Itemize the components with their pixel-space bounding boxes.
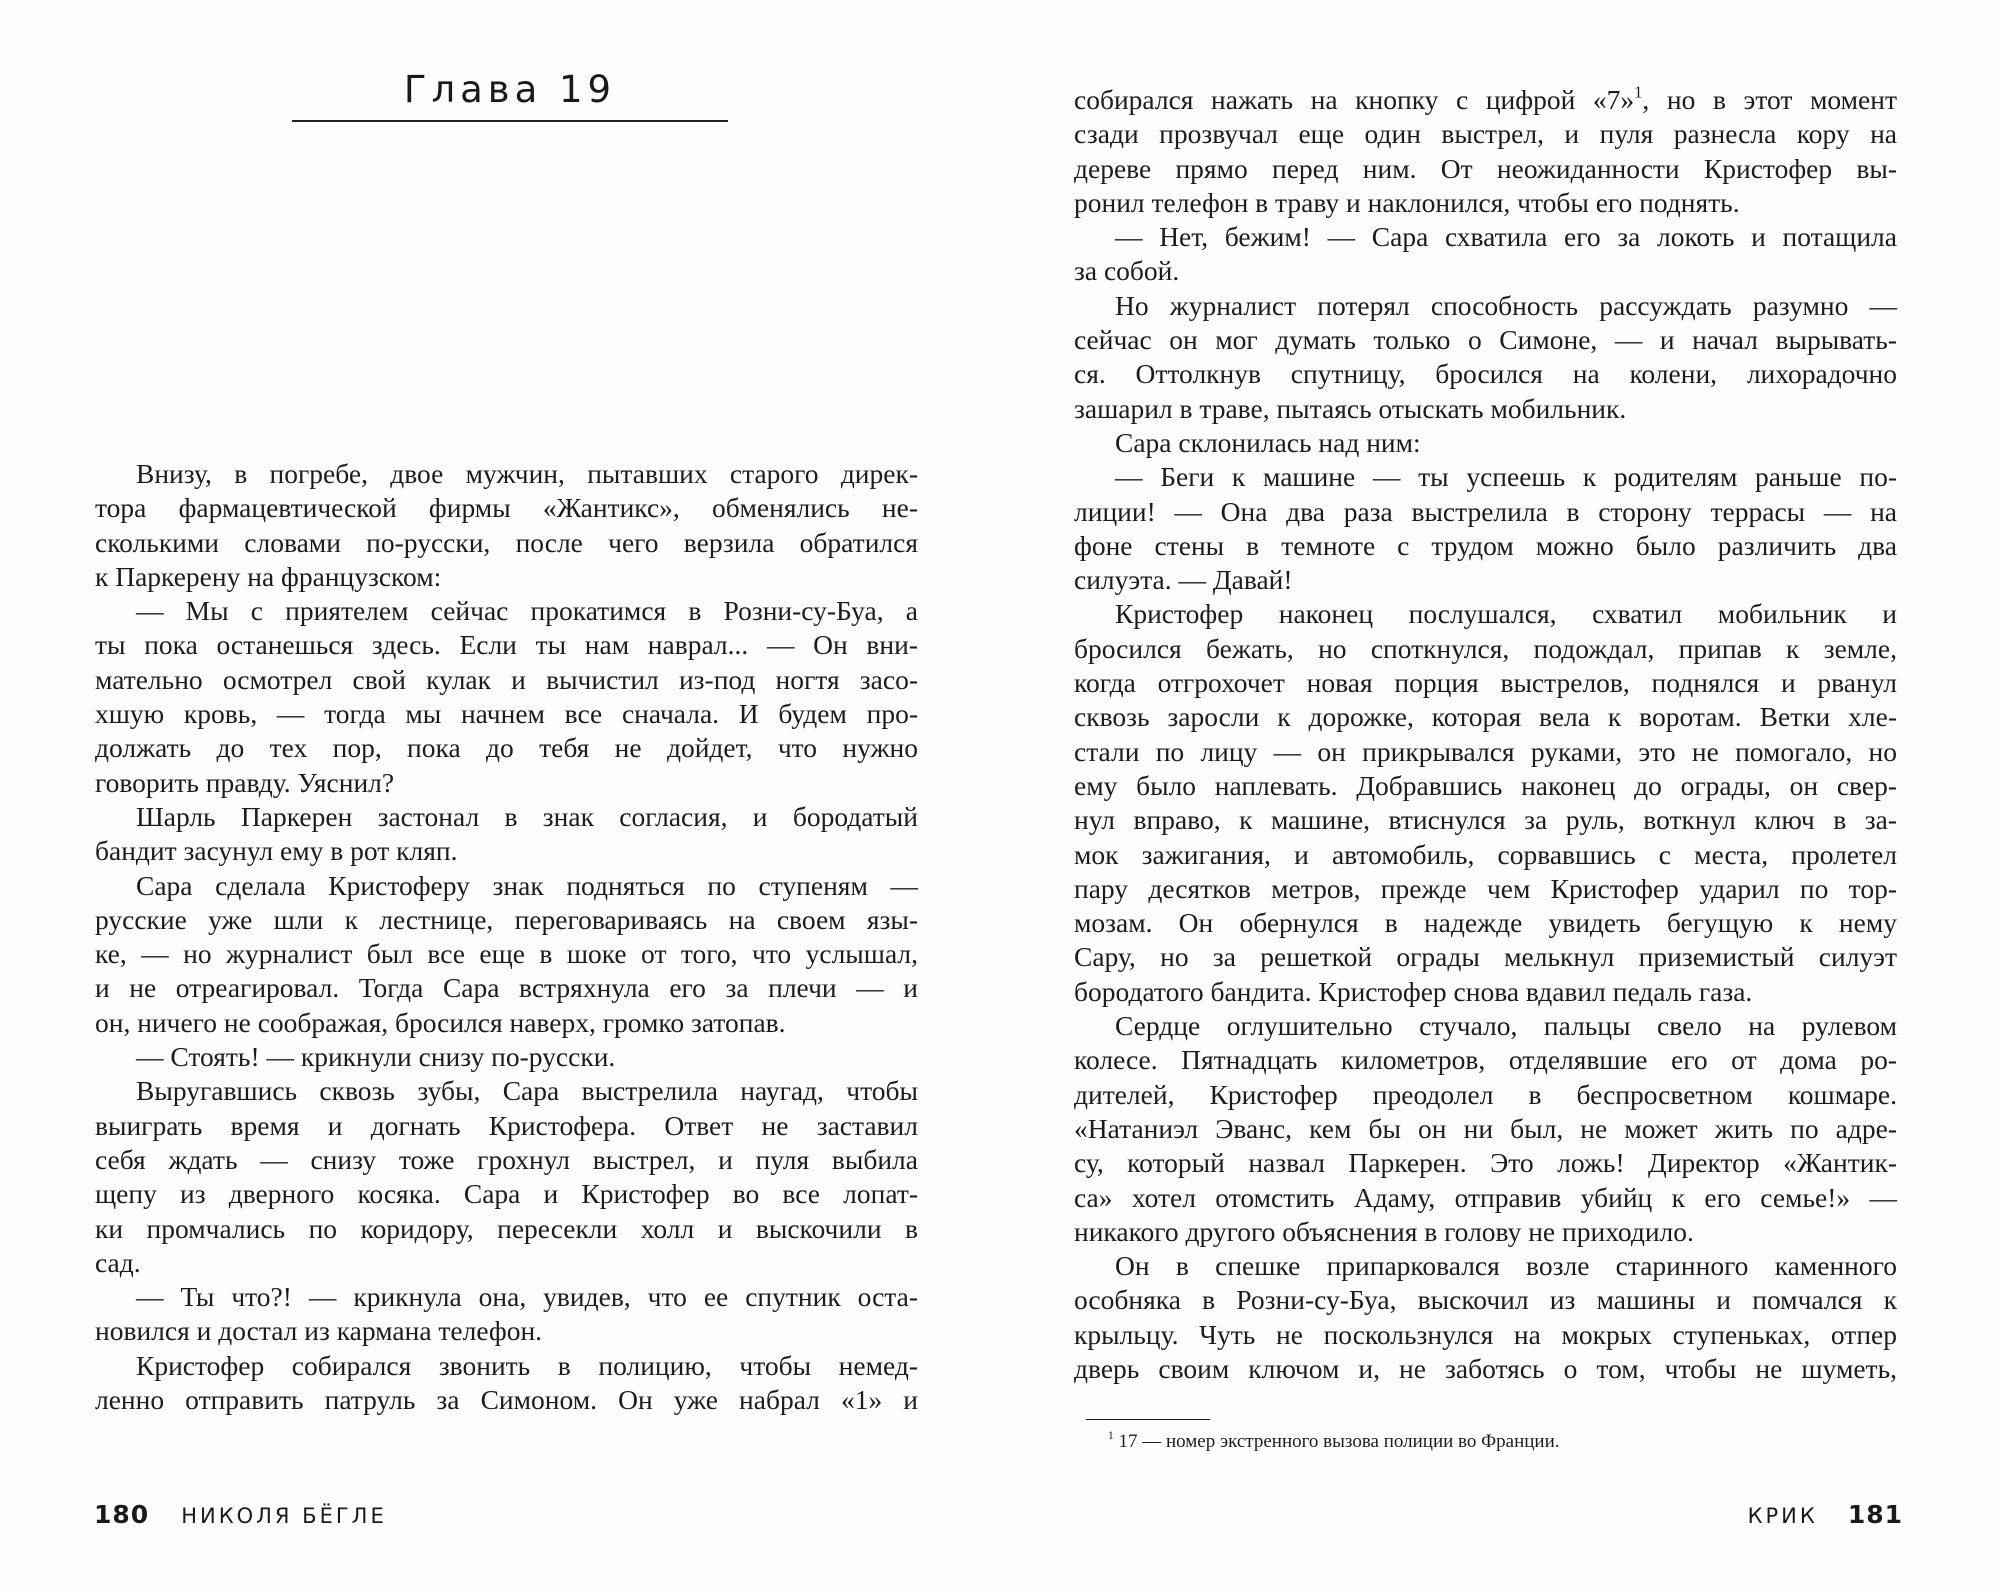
- right-folio: [1000, 1500, 1903, 1529]
- footnote-rule: [1086, 1419, 1210, 1420]
- running-head-author: НИКОЛЯ БЁГЛЕ: [181, 1504, 387, 1528]
- text-line: фоне стены в темноте с трудом можно было различить два: [1074, 529, 1897, 561]
- text-line: говорить правду. Уяснил?: [95, 766, 395, 798]
- text-line: Сару, но за решеткой ограды мелькнул приземистый силуэт: [1074, 941, 1897, 973]
- text-line: пару десятков метров, прежде чем Кристофер ударил по тор-: [1074, 872, 1897, 904]
- text-line: мозам. Он обернулся в надежде увидеть бегущую к нему: [1074, 907, 1897, 939]
- text-line: Кристофер собирался звонить в полицию, чтобы немед-: [136, 1349, 918, 1381]
- footnote: [1108, 1428, 1560, 1456]
- chapter-title-rule: [292, 120, 728, 122]
- left-page-text: [95, 457, 918, 1417]
- chapter-title: Глава 19: [403, 68, 617, 111]
- text-line: ронил телефон в траву и наклонился, чтобы его поднять.: [1074, 186, 1740, 218]
- text-line: Кристофер наконец послушался, схватил мобильник и: [1115, 598, 1897, 630]
- text-line: щепу из дверного косяка. Сара и Кристофер во все лопат-: [95, 1178, 918, 1210]
- text-line: — Нет, бежим! — Сара схватила его за локоть и потащила: [1115, 221, 1897, 253]
- text-fragment: , но в этот момент: [1642, 84, 1898, 115]
- text-line: ся. Оттолкнув спутницу, бросился на колени, лихорадочно: [1074, 358, 1897, 390]
- text-line: лиции! — Она два раза выстрелила в сторону террасы — на: [1074, 495, 1897, 527]
- text-line: себя ждать — снизу тоже грохнул выстрел, и пуля выбила: [95, 1143, 918, 1175]
- text-line: должать до тех пор, пока до тебя не дойдет, что нужно: [95, 732, 918, 764]
- footnote-reference: 1: [1634, 82, 1643, 102]
- text-line: [1074, 83, 1897, 117]
- text-line: — Беги к машине — ты успеешь к родителям раньше по-: [1115, 461, 1897, 493]
- text-line: бросился бежать, но споткнулся, подождал, припав к земле,: [1074, 632, 1897, 664]
- text-line: дверь своим ключом и, не заботясь о том, чтобы не шуметь,: [1074, 1352, 1897, 1384]
- right-page-number: 181: [1847, 1500, 1903, 1529]
- text-line: Выругавшись сквозь зубы, Сара выстрелила наугад, чтобы: [136, 1075, 918, 1107]
- text-line: бандит засунул ему в рот кляп.: [95, 835, 458, 867]
- text-line: «Натаниэл Эванс, кем бы он ни был, не может жить по адре-: [1074, 1112, 1897, 1144]
- text-line: мок зажигания, и автомобиль, сорвавшись с места, пролетел: [1074, 838, 1897, 870]
- footnote-text: 17 — номер экстренного вызова полиции во Франции.: [1113, 1431, 1560, 1452]
- text-line: Внизу, в погребе, двое мужчин, пытавших старого дирек-: [136, 458, 918, 489]
- text-line: к Паркерену на французском:: [95, 560, 442, 592]
- text-line: ки промчались по коридору, пересекли холл и выскочили в: [95, 1212, 918, 1244]
- text-line: колесе. Пятнадцать километров, отделявшие его от дома ро-: [1074, 1044, 1897, 1076]
- text-line: ты пока останешься здесь. Если ты нам наврал... — Он вни-: [95, 629, 918, 661]
- text-line: са» хотел отомстить Адаму, отправив убийц к его семье!» —: [1074, 1181, 1897, 1213]
- text-line: и не отреагировал. Тогда Сара встряхнула его за плечи — и: [95, 972, 918, 1004]
- text-line: когда отгрохочет новая порция выстрелов, поднялся и рванул: [1074, 667, 1897, 699]
- text-line: мательно осмотрел свой кулак и вычистил из-под ногтя засо-: [95, 663, 918, 695]
- text-line: ке, — но журналист был все еще в шоке от того, что услышал,: [95, 938, 918, 970]
- text-line: тора фармацевтической фирмы «Жантикс», обменялись не-: [95, 492, 918, 524]
- text-line: особняка в Розни-су-Буа, выскочил из машины и помчался к: [1074, 1284, 1897, 1316]
- text-line: сквозь заросли к дорожке, которая вела к воротам. Ветки хле-: [1074, 701, 1897, 733]
- text-line: сзади прозвучал еще один выстрел, и пуля разнесла кору на: [1074, 118, 1897, 150]
- right-page: [1000, 0, 2000, 1594]
- running-head-title: КРИК: [1747, 1504, 1818, 1528]
- text-line: — Мы с приятелем сейчас прокатимся в Розни-су-Буа, а: [136, 595, 918, 627]
- text-line: сейчас он мог думать только о Симоне, — и начал вырывать-: [1074, 324, 1897, 356]
- right-page-text: [1074, 83, 1897, 1386]
- text-line: сад.: [95, 1246, 141, 1278]
- text-line: стали по лицу — он прикрывался руками, это не помогало, но: [1074, 735, 1897, 767]
- text-line: — Стоять! — крикнули снизу по-русски.: [136, 1041, 616, 1073]
- text-line: дереве прямо перед ним. От неожиданности Кристофер вы-: [1074, 152, 1897, 184]
- text-line: Сердце оглушительно стучало, пальцы свело на рулевом: [1115, 1010, 1897, 1042]
- text-line: силуэта. — Давай!: [1074, 564, 1293, 596]
- text-line: Сара сделала Кристоферу знак подняться по ступеням —: [136, 869, 918, 901]
- text-line: крыльцу. Чуть не поскользнулся на мокрых ступеньках, отпер: [1074, 1318, 1897, 1350]
- text-line: сколькими словами по-русски, после чего верзила обратился: [95, 526, 918, 558]
- text-line: Он в спешке припарковался возле старинного каменного: [1115, 1250, 1897, 1282]
- left-folio: [94, 1500, 387, 1529]
- text-line: — Ты что?! — крикнула она, увидев, что ее спутник оста-: [136, 1281, 918, 1313]
- text-line: Но журналист потерял способность рассуждать разумно —: [1115, 289, 1897, 321]
- text-line: Сара склонилась над ним:: [1115, 426, 1421, 458]
- footnote-mark: 1: [1108, 1430, 1114, 1443]
- text-line: нул вправо, к машине, втиснулся за руль, воткнул ключ в за-: [1074, 804, 1897, 836]
- text-line: никакого другого объяснения в голову не приходило.: [1074, 1215, 1694, 1247]
- text-line: русские уже шли к лестнице, переговариваясь на своем язы-: [95, 903, 918, 935]
- text-fragment: собирался нажать на кнопку с цифрой «7»: [1074, 84, 1635, 115]
- text-line: выиграть время и догнать Кристофера. Ответ не заставил: [95, 1109, 918, 1141]
- text-line: хшую кровь, — тогда мы начнем все сначала. И будем про-: [95, 698, 918, 730]
- text-line: зашарил в траве, пытаясь отыскать мобильник.: [1074, 392, 1627, 424]
- text-line: он, ничего не соображая, бросился наверх, громко затопав.: [95, 1006, 786, 1038]
- text-line: су, который назвал Паркерен. Это ложь! Директор «Жантик-: [1074, 1147, 1897, 1179]
- text-line: ему было наплевать. Добравшись наконец до ограды, он свер-: [1074, 769, 1897, 801]
- text-line: новился и достал из кармана телефон.: [95, 1315, 543, 1347]
- text-line: Шарль Паркерен застонал в знак согласия, и бородатый: [136, 800, 918, 832]
- text-line: бородатого бандита. Кристофер снова вдавил педаль газа.: [1074, 975, 1753, 1007]
- text-line: за собой.: [1074, 255, 1180, 287]
- text-line: ленно отправить патруль за Симоном. Он уже набрал «1» и: [95, 1384, 918, 1416]
- text-line: дителей, Кристофер преодолел в беспросветном кошмаре.: [1074, 1078, 1897, 1110]
- left-page-number: 180: [94, 1500, 150, 1529]
